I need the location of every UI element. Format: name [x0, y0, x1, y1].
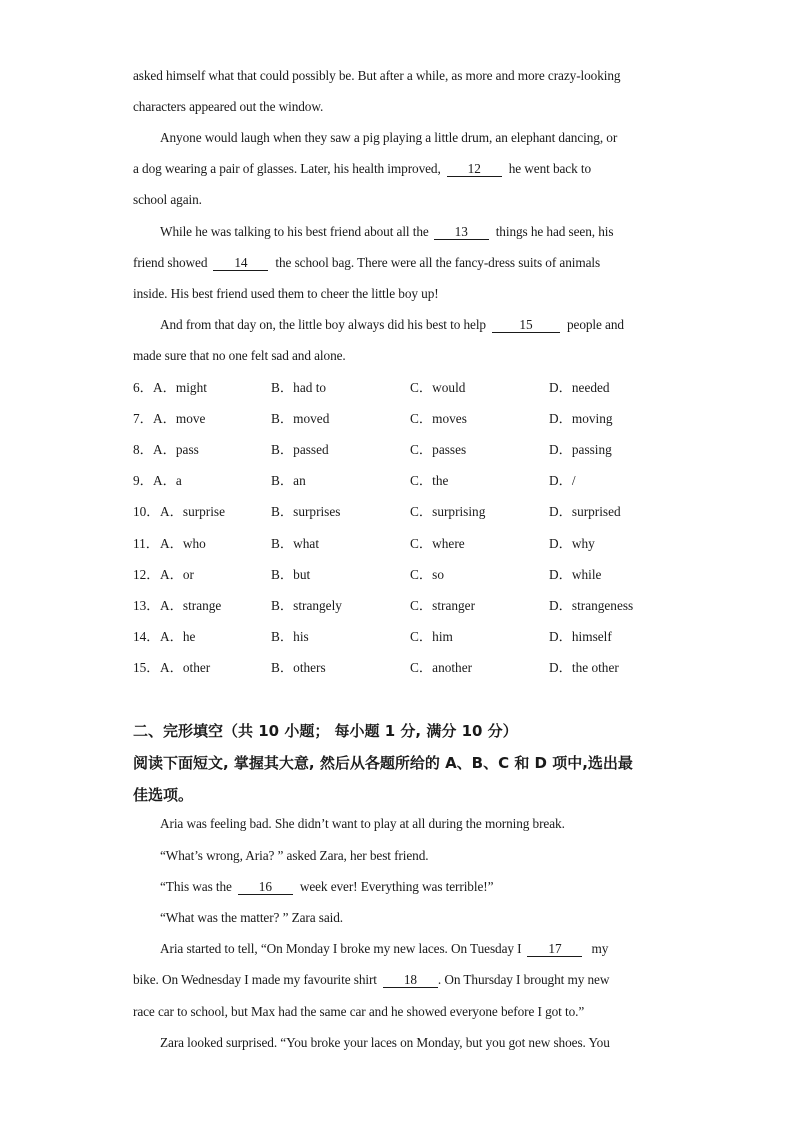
- text-segment: “This was the: [160, 879, 232, 894]
- question-number: 6．: [133, 380, 153, 395]
- text-segment: the school bag. There were all the fancy-dress suits of animals: [275, 255, 601, 270]
- option-a: A．strange: [160, 598, 222, 613]
- option-b: B．strangely: [271, 598, 342, 613]
- passage-line: [160, 939, 608, 959]
- blank-14: 14: [213, 255, 268, 271]
- question-number: 15．: [133, 660, 160, 675]
- option-c: C．him: [410, 629, 453, 644]
- blank-13: 13: [434, 224, 489, 240]
- option-b: B．others: [271, 660, 326, 675]
- option-c: C．would: [410, 380, 466, 395]
- passage-line: [160, 315, 624, 335]
- text-segment: he went back to: [508, 161, 592, 176]
- option-c: C．stranger: [410, 598, 475, 613]
- text-segment: While he was talking to his best friend about all the: [160, 224, 429, 239]
- blank-15: 15: [492, 317, 560, 333]
- passage-line: Zara looked surprised. “You broke your laces on Monday, but you got new shoes. You: [160, 1035, 610, 1050]
- question-number: 14．: [133, 629, 160, 644]
- text-segment: . On Thursday I brought my new: [437, 972, 610, 987]
- passage-line: [133, 159, 591, 179]
- option-c: C．the: [410, 473, 449, 488]
- option-d: D．moving: [549, 411, 613, 426]
- option-a: A．might: [153, 380, 207, 395]
- passage-line: race car to school, but Max had the same car and he showed everyone before I got to.”: [133, 1004, 585, 1019]
- option-a: A．or: [160, 567, 194, 582]
- passage-line: asked himself what that could possibly be. But after a while, as more and more crazy-looking: [133, 68, 621, 83]
- option-d: D．why: [549, 536, 595, 551]
- passage-line: school again.: [133, 192, 202, 207]
- text-segment: And from that day on, the little boy always did his best to help: [160, 317, 486, 332]
- text-segment: my: [591, 941, 609, 956]
- option-d: D．strangeness: [549, 598, 634, 613]
- option-d: D．himself: [549, 629, 612, 644]
- option-b: B．but: [271, 567, 311, 582]
- question-number: 12．: [133, 567, 160, 582]
- passage-line: inside. His best friend used them to cheer the little boy up!: [133, 286, 439, 301]
- option-a: A．he: [160, 629, 196, 644]
- option-c: C．another: [410, 660, 473, 675]
- passage-line: “What was the matter? ” Zara said.: [160, 910, 344, 925]
- passage-line: “What’s wrong, Aria? ” asked Zara, her best friend.: [160, 848, 429, 863]
- option-b: B．surprises: [271, 504, 341, 519]
- question-number: 9．: [133, 473, 153, 488]
- option-b: B．his: [271, 629, 309, 644]
- option-c: C．where: [410, 536, 465, 551]
- option-a: A．surprise: [160, 504, 225, 519]
- text-segment: a dog wearing a pair of glasses. Later, his health improved,: [133, 161, 441, 176]
- passage-line: characters appeared out the window.: [133, 99, 324, 114]
- option-c: C．passes: [410, 442, 467, 457]
- text-segment: people and: [566, 317, 624, 332]
- blank-17: 17: [527, 941, 582, 957]
- option-b: B．had to: [271, 380, 327, 395]
- option-b: B．moved: [271, 411, 330, 426]
- option-b: B．passed: [271, 442, 329, 457]
- question-number: 8．: [133, 442, 153, 457]
- question-number: 11．: [133, 536, 160, 551]
- option-c: C．so: [410, 567, 444, 582]
- option-a: A．pass: [153, 442, 199, 457]
- option-a: A．move: [153, 411, 206, 426]
- blank-12: 12: [447, 161, 502, 177]
- passage-line: [133, 253, 600, 273]
- text-segment: bike. On Wednesday I made my favourite shirt: [133, 972, 377, 987]
- passage-line: [160, 222, 613, 242]
- passage-line: [160, 877, 493, 897]
- option-a: A．other: [160, 660, 211, 675]
- option-d: D．passing: [549, 442, 612, 457]
- passage-line: made sure that no one felt sad and alone.: [133, 348, 346, 363]
- option-a: A．who: [160, 536, 206, 551]
- section-title: 二、完形填空（共 10 小题； 每小题 1 分, 满分 10 分）: [133, 722, 518, 740]
- text-segment: friend showed: [133, 255, 208, 270]
- section-instructions: 佳选项。: [133, 786, 194, 804]
- question-number: 10．: [133, 504, 160, 519]
- option-b: B．what: [271, 536, 320, 551]
- passage-line: Aria was feeling bad. She didn’t want to play at all during the morning break.: [160, 816, 565, 831]
- text-segment: week ever! Everything was terrible!”: [299, 879, 494, 894]
- question-number: 7．: [133, 411, 153, 426]
- passage-line: [133, 970, 609, 990]
- option-a: A．a: [153, 473, 182, 488]
- option-c: C．surprising: [410, 504, 486, 519]
- option-d: D．the other: [549, 660, 619, 675]
- section-instructions: 阅读下面短文, 掌握其大意, 然后从各题所给的 A、B、C 和 D 项中,选出最: [133, 754, 633, 772]
- text-segment: Aria started to tell, “On Monday I broke my new laces. On Tuesday I: [160, 941, 522, 956]
- blank-18: 18: [383, 972, 438, 988]
- passage-line: Anyone would laugh when they saw a pig playing a little drum, an elephant dancing, or: [160, 130, 618, 145]
- option-d: D．/: [549, 473, 576, 488]
- option-c: C．moves: [410, 411, 467, 426]
- option-d: D．surprised: [549, 504, 621, 519]
- blank-16: 16: [238, 879, 293, 895]
- option-d: D．needed: [549, 380, 610, 395]
- option-d: D．while: [549, 567, 602, 582]
- option-b: B．an: [271, 473, 306, 488]
- text-segment: things he had seen, his: [495, 224, 614, 239]
- question-number: 13．: [133, 598, 160, 613]
